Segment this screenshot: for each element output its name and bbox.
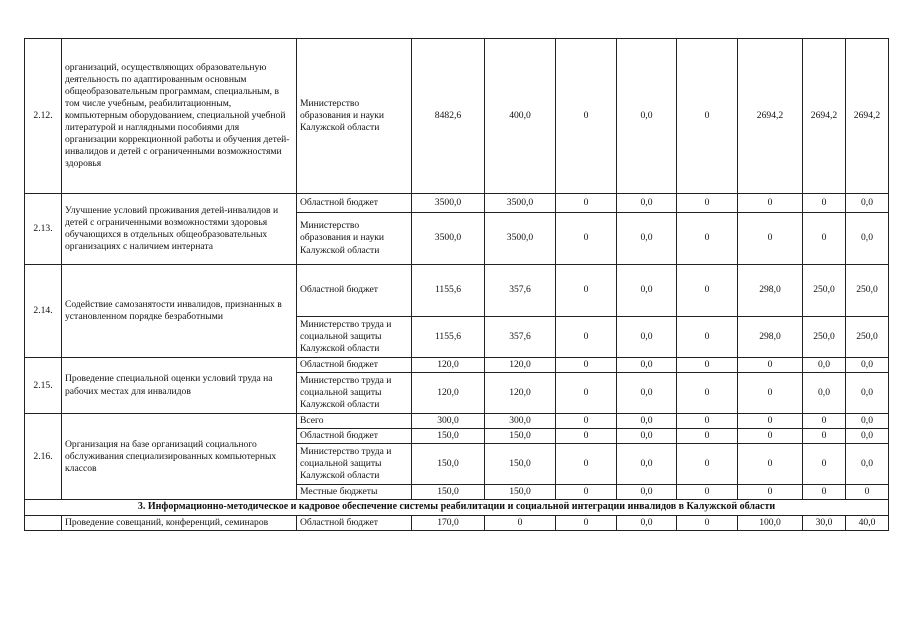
- value-cell: 0: [677, 39, 738, 194]
- table-row: [25, 265, 889, 317]
- value-cell: 0: [677, 485, 738, 500]
- table-row: [25, 414, 889, 429]
- table-row: [25, 39, 889, 194]
- value-cell: 0: [556, 373, 617, 414]
- value-cell: 0: [556, 414, 617, 429]
- value-cell: 0,0: [617, 414, 677, 429]
- value-cell: 120,0: [412, 373, 485, 414]
- value-cell: 0,0: [617, 429, 677, 444]
- value-cell: 150,0: [412, 429, 485, 444]
- funding-source: Местные бюджеты: [297, 485, 412, 500]
- value-cell: 30,0: [803, 515, 846, 530]
- value-cell: 120,0: [412, 358, 485, 373]
- value-cell: 0: [738, 485, 803, 500]
- value-cell: 0,0: [617, 194, 677, 213]
- value-cell: 0,0: [617, 213, 677, 265]
- value-cell: 0,0: [803, 373, 846, 414]
- row-title: Проведение совещаний, конференций, семинаров: [62, 515, 297, 530]
- value-cell: 0,0: [617, 515, 677, 530]
- value-cell: 120,0: [485, 358, 556, 373]
- row-code: 2.14.: [25, 265, 62, 358]
- value-cell: 0: [803, 444, 846, 485]
- value-cell: 400,0: [485, 39, 556, 194]
- value-cell: 0,0: [617, 373, 677, 414]
- value-cell: 0: [556, 515, 617, 530]
- value-cell: 0: [677, 444, 738, 485]
- row-code: 2.15.: [25, 358, 62, 414]
- value-cell: 0: [846, 485, 889, 500]
- value-cell: 100,0: [738, 515, 803, 530]
- value-cell: 300,0: [485, 414, 556, 429]
- value-cell: 2694,2: [846, 39, 889, 194]
- value-cell: 150,0: [485, 444, 556, 485]
- value-cell: 2694,2: [738, 39, 803, 194]
- section-title: 3. Информационно-методическое и кадровое обеспечение системы реабилитации и социальной интеграции инвалидов в Калужской области: [25, 500, 889, 516]
- funding-source: Областной бюджет: [297, 265, 412, 317]
- row-code: 2.13.: [25, 194, 62, 265]
- value-cell: 0,0: [846, 213, 889, 265]
- table-body: [25, 39, 889, 531]
- value-cell: 1155,6: [412, 265, 485, 317]
- value-cell: 150,0: [485, 429, 556, 444]
- value-cell: 0: [803, 213, 846, 265]
- value-cell: 0: [738, 429, 803, 444]
- value-cell: 0,0: [846, 194, 889, 213]
- value-cell: 40,0: [846, 515, 889, 530]
- funding-source: Областной бюджет: [297, 515, 412, 530]
- value-cell: 0: [556, 358, 617, 373]
- value-cell: 0: [556, 317, 617, 358]
- value-cell: 357,6: [485, 317, 556, 358]
- value-cell: 0: [803, 429, 846, 444]
- value-cell: 0,0: [846, 414, 889, 429]
- value-cell: 0: [556, 39, 617, 194]
- table-row: [25, 194, 889, 213]
- funding-source: Министерство образования и науки Калужской области: [297, 213, 412, 265]
- value-cell: 0: [485, 515, 556, 530]
- value-cell: 0: [556, 429, 617, 444]
- value-cell: 0,0: [617, 265, 677, 317]
- value-cell: 0: [738, 444, 803, 485]
- value-cell: 0: [677, 194, 738, 213]
- value-cell: 2694,2: [803, 39, 846, 194]
- value-cell: 357,6: [485, 265, 556, 317]
- value-cell: 298,0: [738, 317, 803, 358]
- value-cell: 0: [677, 358, 738, 373]
- value-cell: 0: [738, 213, 803, 265]
- row-code: 2.16.: [25, 414, 62, 500]
- row-code: 2.12.: [25, 39, 62, 194]
- value-cell: 0: [556, 485, 617, 500]
- value-cell: 150,0: [412, 444, 485, 485]
- funding-source: Министерство труда и социальной защиты Калужской области: [297, 373, 412, 414]
- value-cell: 0: [677, 414, 738, 429]
- value-cell: 0: [677, 429, 738, 444]
- value-cell: 0: [677, 373, 738, 414]
- value-cell: 170,0: [412, 515, 485, 530]
- value-cell: 0,0: [617, 39, 677, 194]
- funding-source: Всего: [297, 414, 412, 429]
- value-cell: 8482,6: [412, 39, 485, 194]
- value-cell: 0: [738, 373, 803, 414]
- value-cell: 0,0: [617, 485, 677, 500]
- table-row: [25, 358, 889, 373]
- value-cell: 3500,0: [485, 213, 556, 265]
- row-title: Проведение специальной оценки условий труда на рабочих местах для инвалидов: [62, 358, 297, 414]
- value-cell: 0: [738, 358, 803, 373]
- section-header-row: [25, 500, 889, 516]
- value-cell: 300,0: [412, 414, 485, 429]
- value-cell: 0: [677, 317, 738, 358]
- funding-source: Министерство образования и науки Калужской области: [297, 39, 412, 194]
- value-cell: 0,0: [617, 358, 677, 373]
- funding-source: Министерство труда и социальной защиты Калужской области: [297, 317, 412, 358]
- value-cell: 3500,0: [485, 194, 556, 213]
- value-cell: 0,0: [846, 429, 889, 444]
- value-cell: 0: [677, 515, 738, 530]
- value-cell: 120,0: [485, 373, 556, 414]
- funding-source: Областной бюджет: [297, 429, 412, 444]
- value-cell: 150,0: [485, 485, 556, 500]
- value-cell: 0,0: [617, 444, 677, 485]
- value-cell: 0: [803, 194, 846, 213]
- funding-source: Министерство труда и социальной защиты Калужской области: [297, 444, 412, 485]
- value-cell: 0: [677, 265, 738, 317]
- value-cell: 150,0: [412, 485, 485, 500]
- value-cell: 3500,0: [412, 194, 485, 213]
- value-cell: 0: [803, 485, 846, 500]
- row-code: [25, 515, 62, 530]
- value-cell: 0: [556, 265, 617, 317]
- value-cell: 250,0: [846, 265, 889, 317]
- table-row: [25, 515, 889, 530]
- value-cell: 0: [556, 444, 617, 485]
- funding-source: Областной бюджет: [297, 194, 412, 213]
- funding-source: Областной бюджет: [297, 358, 412, 373]
- value-cell: 298,0: [738, 265, 803, 317]
- value-cell: 0,0: [617, 317, 677, 358]
- budget-table: [24, 38, 889, 531]
- value-cell: 0,0: [803, 358, 846, 373]
- value-cell: 250,0: [846, 317, 889, 358]
- value-cell: 1155,6: [412, 317, 485, 358]
- value-cell: 3500,0: [412, 213, 485, 265]
- value-cell: 0: [677, 213, 738, 265]
- value-cell: 0: [556, 194, 617, 213]
- value-cell: 0,0: [846, 444, 889, 485]
- row-title: Содействие самозанятости инвалидов, признанных в установленном порядке безработными: [62, 265, 297, 358]
- value-cell: 250,0: [803, 265, 846, 317]
- value-cell: 250,0: [803, 317, 846, 358]
- row-title: Улучшение условий проживания детей-инвалидов и детей с ограниченными возможностями здоровья обучающихся в отдельных общеобразовательных организациях с наличием интерната: [62, 194, 297, 265]
- row-title: организаций, осуществляющих образовательную деятельность по адаптированным основным общеобразовательным программам, специальным, в том числе учебным, реабилитационным, компьютерным оборудованием, специальной учебной литературой и наглядными пособиями для организации коррекционной работы и обучения детей-инвалидов и детей с ограниченными возможностями здоровья: [62, 39, 297, 194]
- value-cell: 0: [556, 213, 617, 265]
- value-cell: 0,0: [846, 358, 889, 373]
- value-cell: 0: [738, 194, 803, 213]
- value-cell: 0: [803, 414, 846, 429]
- row-title: Организация на базе организаций социального обслуживания специализированных компьютерных классов: [62, 414, 297, 500]
- value-cell: 0: [738, 414, 803, 429]
- value-cell: 0,0: [846, 373, 889, 414]
